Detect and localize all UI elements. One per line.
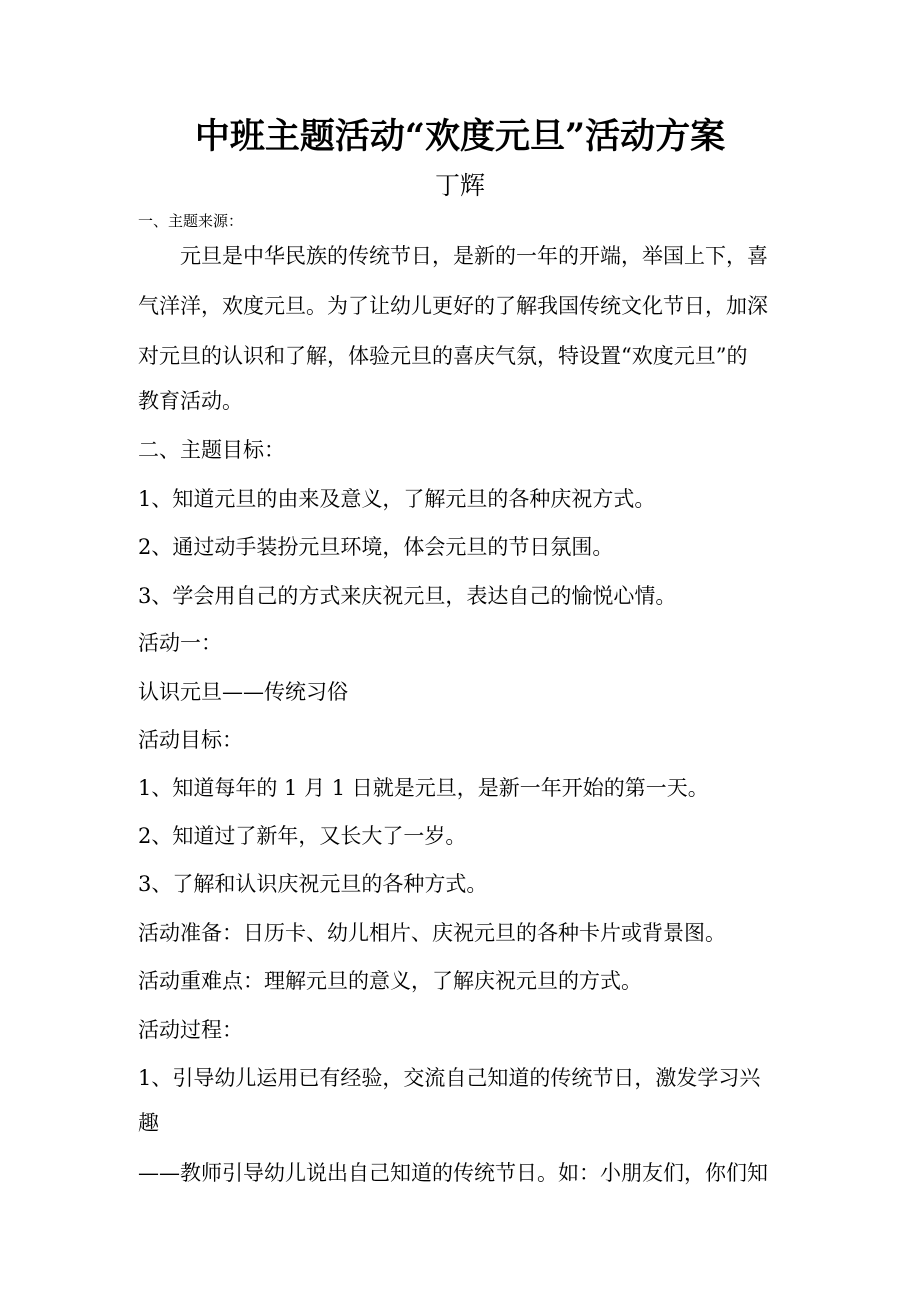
activity-label: 活动一： (138, 631, 222, 655)
document-title: 中班主题活动“欢度元旦”活动方案 (194, 116, 726, 157)
section-heading-source: 一、主题来源： (138, 212, 244, 230)
activity-goal-item: 3、了解和认识庆祝元旦的各种方式。 (138, 872, 488, 896)
goal-item: 2、通过动手装扮元旦环境，体会元旦的节日氛围。 (138, 535, 614, 559)
activity-goals-label: 活动目标： (138, 728, 243, 752)
activity-process-label: 活动过程： (138, 1018, 243, 1042)
goal-item: 1、知道元旦的由来及意义，了解元旦的各种庆祝方式。 (138, 487, 656, 511)
paragraph-line: 气洋洋，欢度元旦。为了让幼儿更好的了解我国传统文化节日，加深 (138, 294, 768, 318)
activity-goal-item: 1、知道每年的 1 月 1 日就是元旦，是新一年开始的第一天。 (138, 776, 709, 800)
paragraph-line: 教育活动。 (138, 389, 243, 413)
activity-goal-item: 2、知道过了新年，又长大了一岁。 (138, 824, 467, 848)
goal-item: 3、学会用自己的方式来庆祝元旦，表达自己的愉悦心情。 (138, 584, 677, 608)
process-line: 1、引导幼儿运用已有经验，交流自己知道的传统节日，激发学习兴 (138, 1066, 761, 1090)
paragraph-line: 对元旦的认识和了解，体验元旦的喜庆气氛，特设置“欢度元旦”的 (138, 344, 748, 368)
section-heading-goals: 二、主题目标： (138, 438, 285, 462)
activity-name: 认识元旦——传统习俗 (138, 680, 348, 704)
process-line: ——教师引导幼儿说出自己知道的传统节日。如：小朋友们，你们知 (138, 1161, 768, 1185)
author-name: 丁辉 (434, 171, 485, 200)
activity-key-points: 活动重难点：理解元旦的意义，了解庆祝元旦的方式。 (138, 969, 642, 993)
activity-preparation: 活动准备：日历卡、幼儿相片、庆祝元旦的各种卡片或背景图。 (138, 921, 726, 945)
process-line: 趣 (138, 1111, 159, 1135)
paragraph-line: 元旦是中华民族的传统节日，是新的一年的开端，举国上下，喜 (180, 244, 768, 268)
